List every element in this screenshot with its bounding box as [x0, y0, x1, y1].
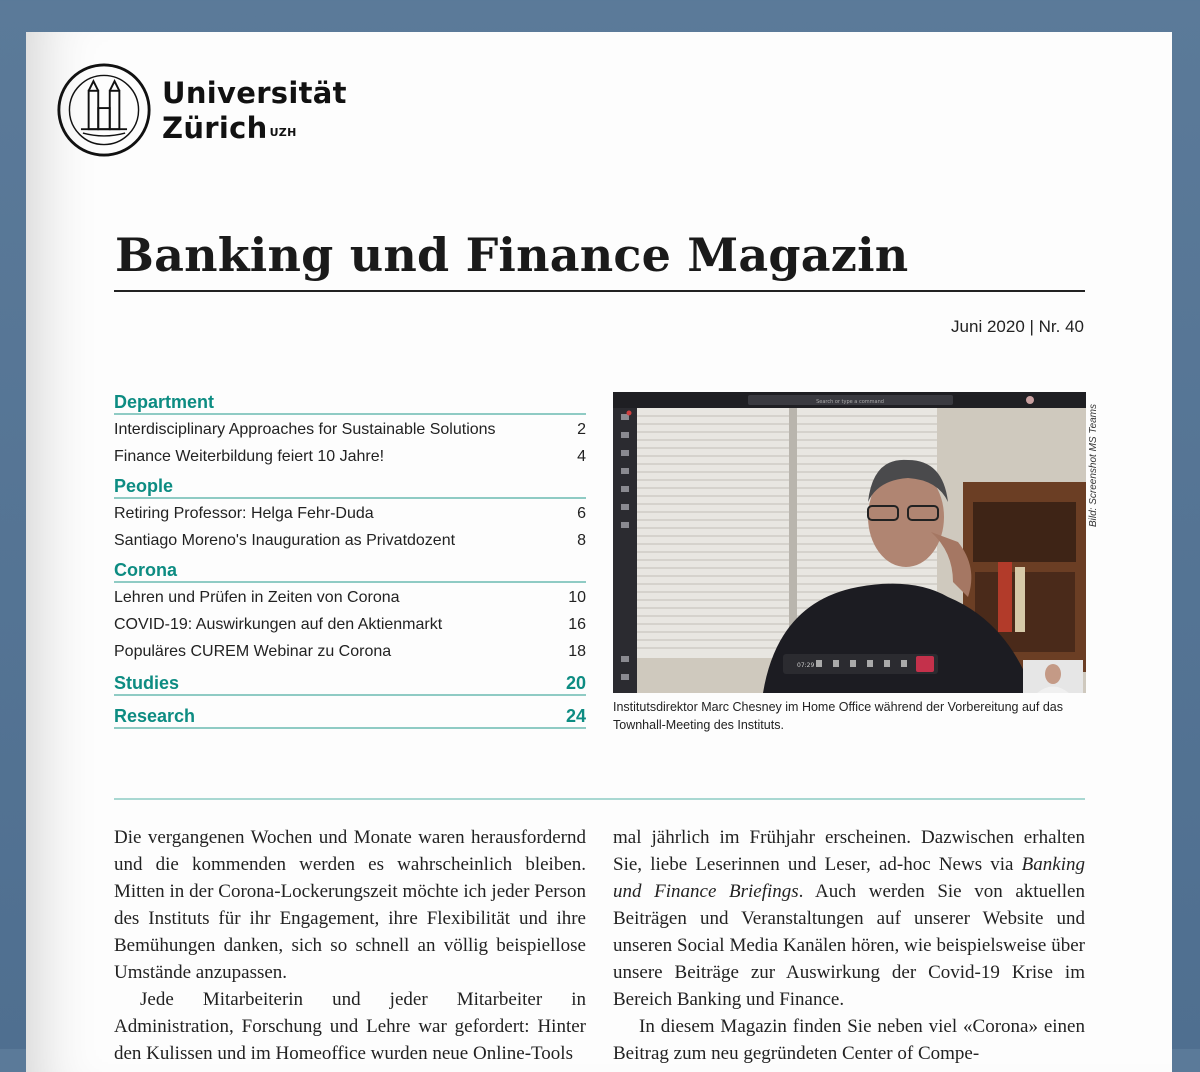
university-abbrev: UZH — [269, 126, 297, 139]
body-column-right — [613, 824, 1085, 1067]
university-seal-logo — [56, 62, 152, 158]
toc-section-title[interactable]: Research 24 — [114, 705, 586, 729]
briefings-title: Banking und Finance Briefings — [613, 854, 1085, 902]
body-paragraph: Jede Mitarbeiterin und jeder Mitarbeiter in Administration, Forschung und Lehre war gefordert: Hinter den Kulissen und im Homeoffice wurden neue Online-Tools — [114, 989, 586, 1064]
toc-section-studies — [114, 672, 586, 696]
toc-item[interactable]: Retiring Professor: Helga Fehr-Duda 6 — [114, 505, 586, 522]
toc-section-title[interactable]: Department — [114, 391, 586, 415]
toc-section-research — [114, 705, 586, 729]
toc-section-title[interactable]: Corona — [114, 559, 586, 583]
table-of-contents — [114, 389, 586, 729]
toc-section-people — [114, 475, 586, 553]
body-paragraph: Die vergangenen Wochen und Monate waren herausfordernd und die kommenden werden es wahrscheinlich bleiben. Mitten in der Corona-Lockerungszeit möchte ich jeder Person des Instituts für ihr Engagement, ihre Flexibilität und ihre Bemühungen danken, sich so schnell an völlig beispiellose Umstände anzupassen. — [114, 827, 586, 983]
university-name — [162, 76, 347, 146]
magazine-title: Banking und Finance Magazin — [115, 228, 909, 282]
toc-item[interactable]: Interdisciplinary Approaches for Sustainable Solutions 2 — [114, 421, 586, 438]
call-timer: 07:29 — [797, 662, 815, 669]
body-column-left — [114, 824, 586, 1067]
toc-section-title[interactable]: People — [114, 475, 586, 499]
toc-item[interactable]: Santiago Moreno's Inauguration as Privatdozent 8 — [114, 532, 586, 549]
video-call-image — [613, 392, 1086, 693]
toc-section-corona — [114, 559, 586, 664]
university-name-line2: Zürich — [162, 111, 268, 145]
toc-section-title[interactable]: Studies 20 — [114, 672, 586, 696]
photo-caption: Institutsdirektor Marc Chesney im Home Office während der Vorbereitung auf das Townhall-Meeting des Instituts. — [613, 700, 1063, 732]
toc-item[interactable]: Populäres CUREM Webinar zu Corona 18 — [114, 643, 586, 660]
title-divider — [114, 290, 1085, 292]
body-paragraph: In diesem Magazin finden Sie neben viel «Corona» einen Beitrag zum neu gegründeten Center of Compe- — [613, 1016, 1085, 1064]
toc-item[interactable]: COVID-19: Auswirkungen auf den Aktienmarkt 16 — [114, 616, 586, 633]
toc-section-department — [114, 391, 586, 469]
section-divider — [114, 798, 1085, 800]
toc-item[interactable]: Finance Weiterbildung feiert 10 Jahre! 4 — [114, 448, 586, 465]
search-placeholder: Search or type a command — [816, 399, 884, 405]
issue-info: Juni 2020 | Nr. 40 — [951, 317, 1084, 336]
toc-item[interactable]: Lehren und Prüfen in Zeiten von Corona 10 — [114, 589, 586, 606]
body-paragraph: mal jährlich im Frühjahr erscheinen. Dazwischen erhalten Sie, liebe Leserinnen und Leser, ad-hoc News via Banking und Finance Briefings. Auch werden Sie von aktuellen Beiträgen und Veranstaltungen auf unserer Website und unseren Social Media Kanälen hören, wie beispielsweise über unsere Beiträge zur Auswirkung der Covid-19 Krise im Bereich Banking und Finance. — [613, 827, 1085, 1010]
photo-credit: Bild: Screenshot MS Teams — [1088, 403, 1099, 527]
teams-screenshot-photo — [613, 392, 1086, 693]
university-name-line1: Universität — [162, 76, 347, 110]
